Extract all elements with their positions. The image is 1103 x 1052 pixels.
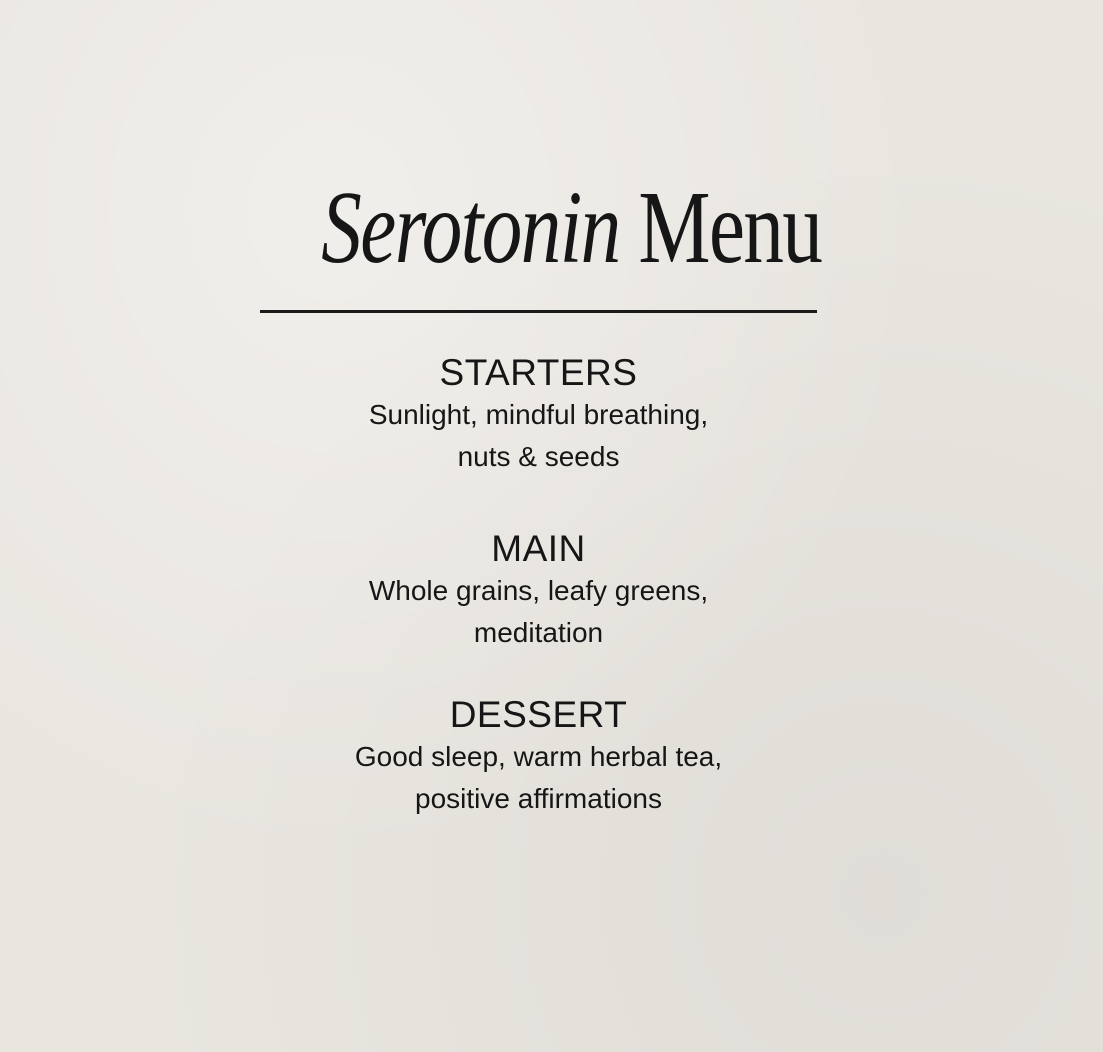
section-heading: DESSERT (449, 694, 628, 735)
section-description-line: Whole grains, leafy greens, (368, 575, 709, 606)
section-dessert (260, 694, 817, 820)
section-description-line: meditation (473, 617, 604, 648)
title-italic-word: Serotonin (321, 170, 620, 285)
section-description-line: Good sleep, warm herbal tea, (354, 741, 723, 772)
section-description-line: Sunlight, mindful breathing, (368, 399, 709, 430)
menu-title (321, 168, 822, 288)
section-main (260, 528, 817, 654)
title-divider (260, 310, 817, 313)
section-heading: STARTERS (439, 352, 638, 393)
section-description-line: nuts & seeds (457, 441, 620, 472)
section-starters (260, 352, 817, 478)
title-roman-word: Menu (638, 170, 822, 285)
section-description-line: positive affirmations (415, 783, 662, 814)
section-heading: MAIN (491, 528, 586, 569)
